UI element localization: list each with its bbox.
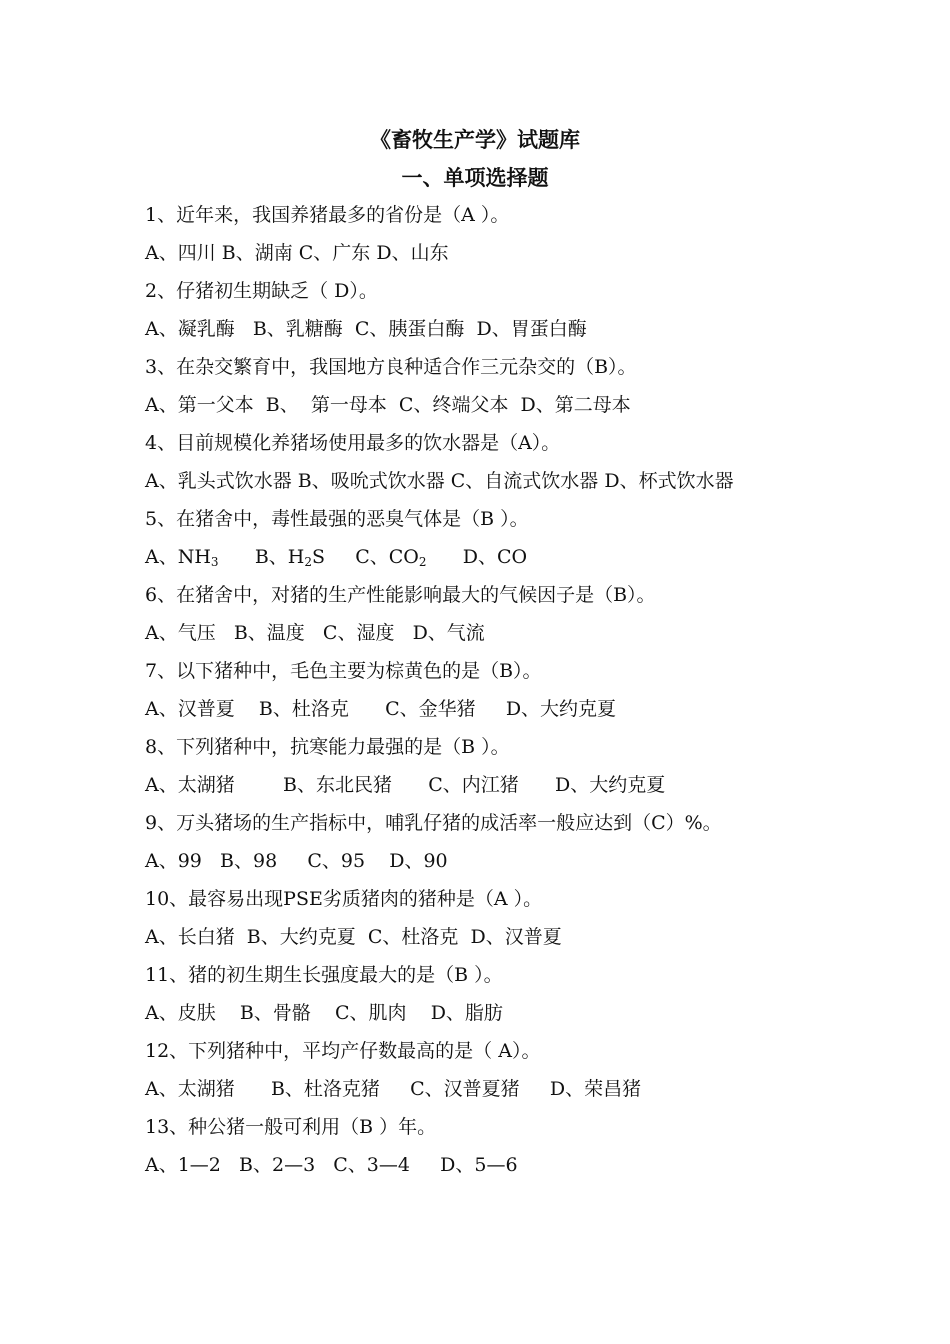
question-options: A、长白猪 B、大约克夏 C、杜洛克 D、汉普夏 (145, 926, 562, 948)
section-title: 一、单项选择题 (401, 166, 549, 190)
question-stem: 11、猪的初生期生长强度最大的是（B ）。 (145, 964, 503, 986)
question-stem: 8、下列猪种中，抗寒能力最强的是（B ）。 (145, 736, 510, 758)
question-options: A、乳头式饮水器 B、吸吮式饮水器 C、自流式饮水器 D、杯式饮水器 (145, 470, 734, 492)
option-a: A、NH (145, 546, 211, 568)
question-options: A、汉普夏 B、杜洛克 C、金华猪 D、大约克夏 (145, 698, 617, 720)
question-list (145, 196, 805, 1184)
subscript: 2 (418, 555, 427, 569)
question-options: A、凝乳酶 B、乳糖酶 C、胰蛋白酶 D、胃蛋白酶 (145, 318, 587, 340)
question-stem: 3、在杂交繁育中，我国地方良种适合作三元杂交的（B）。 (145, 356, 637, 378)
question-options (145, 538, 805, 576)
question-stem: 5、在猪舍中，毒性最强的恶臭气体是（B ）。 (145, 508, 529, 530)
option-c: C、CO (355, 546, 419, 568)
question-stem: 9、万头猪场的生产指标中，哺乳仔猪的成活率一般应达到（C）%。 (145, 812, 722, 834)
question-options: A、太湖猪 B、东北民猪 C、内江猪 D、大约克夏 (145, 774, 666, 796)
option-b-tail: S (312, 546, 326, 568)
document-title: 《畜牧生产学》试题库 (370, 128, 580, 152)
question-stem: 6、在猪舍中，对猪的生产性能影响最大的气候因子是（B）。 (145, 584, 656, 606)
question-stem: 7、以下猪种中，毛色主要为棕黄色的是（B）。 (145, 660, 542, 682)
question-stem: 1、近年来，我国养猪最多的省份是（A ）。 (145, 204, 510, 226)
question-stem: 2、仔猪初生期缺乏（ D）。 (145, 280, 378, 302)
question-options: A、99 B、98 C、95 D、90 (145, 850, 448, 872)
question-stem: 10、最容易出现PSE劣质猪肉的猪种是（A ）。 (145, 888, 543, 910)
question-stem: 13、种公猪一般可利用（B ）年。 (145, 1116, 437, 1138)
question-stem: 12、下列猪种中，平均产仔数最高的是（ A）。 (145, 1040, 541, 1062)
question-options: A、第一父本 B、 第一母本 C、终端父本 D、第二母本 (145, 394, 631, 416)
subscript: 3 (210, 555, 219, 569)
option-d: D、CO (462, 546, 528, 568)
question-options: A、太湖猪 B、杜洛克猪 C、汉普夏猪 D、荣昌猪 (145, 1078, 642, 1100)
question-options: A、气压 B、温度 C、湿度 D、气流 (145, 622, 485, 644)
option-b: B、H (254, 546, 305, 568)
question-options: A、皮肤 B、骨骼 C、肌肉 D、脂肪 (145, 1002, 503, 1024)
question-options: A、1—2 B、2—3 C、3—4 D、5—6 (145, 1154, 518, 1176)
question-stem: 4、目前规模化养猪场使用最多的饮水器是（A）。 (145, 432, 561, 454)
subscript: 2 (304, 555, 312, 569)
question-options: A、四川 B、湖南 C、广东 D、山东 (145, 242, 449, 264)
